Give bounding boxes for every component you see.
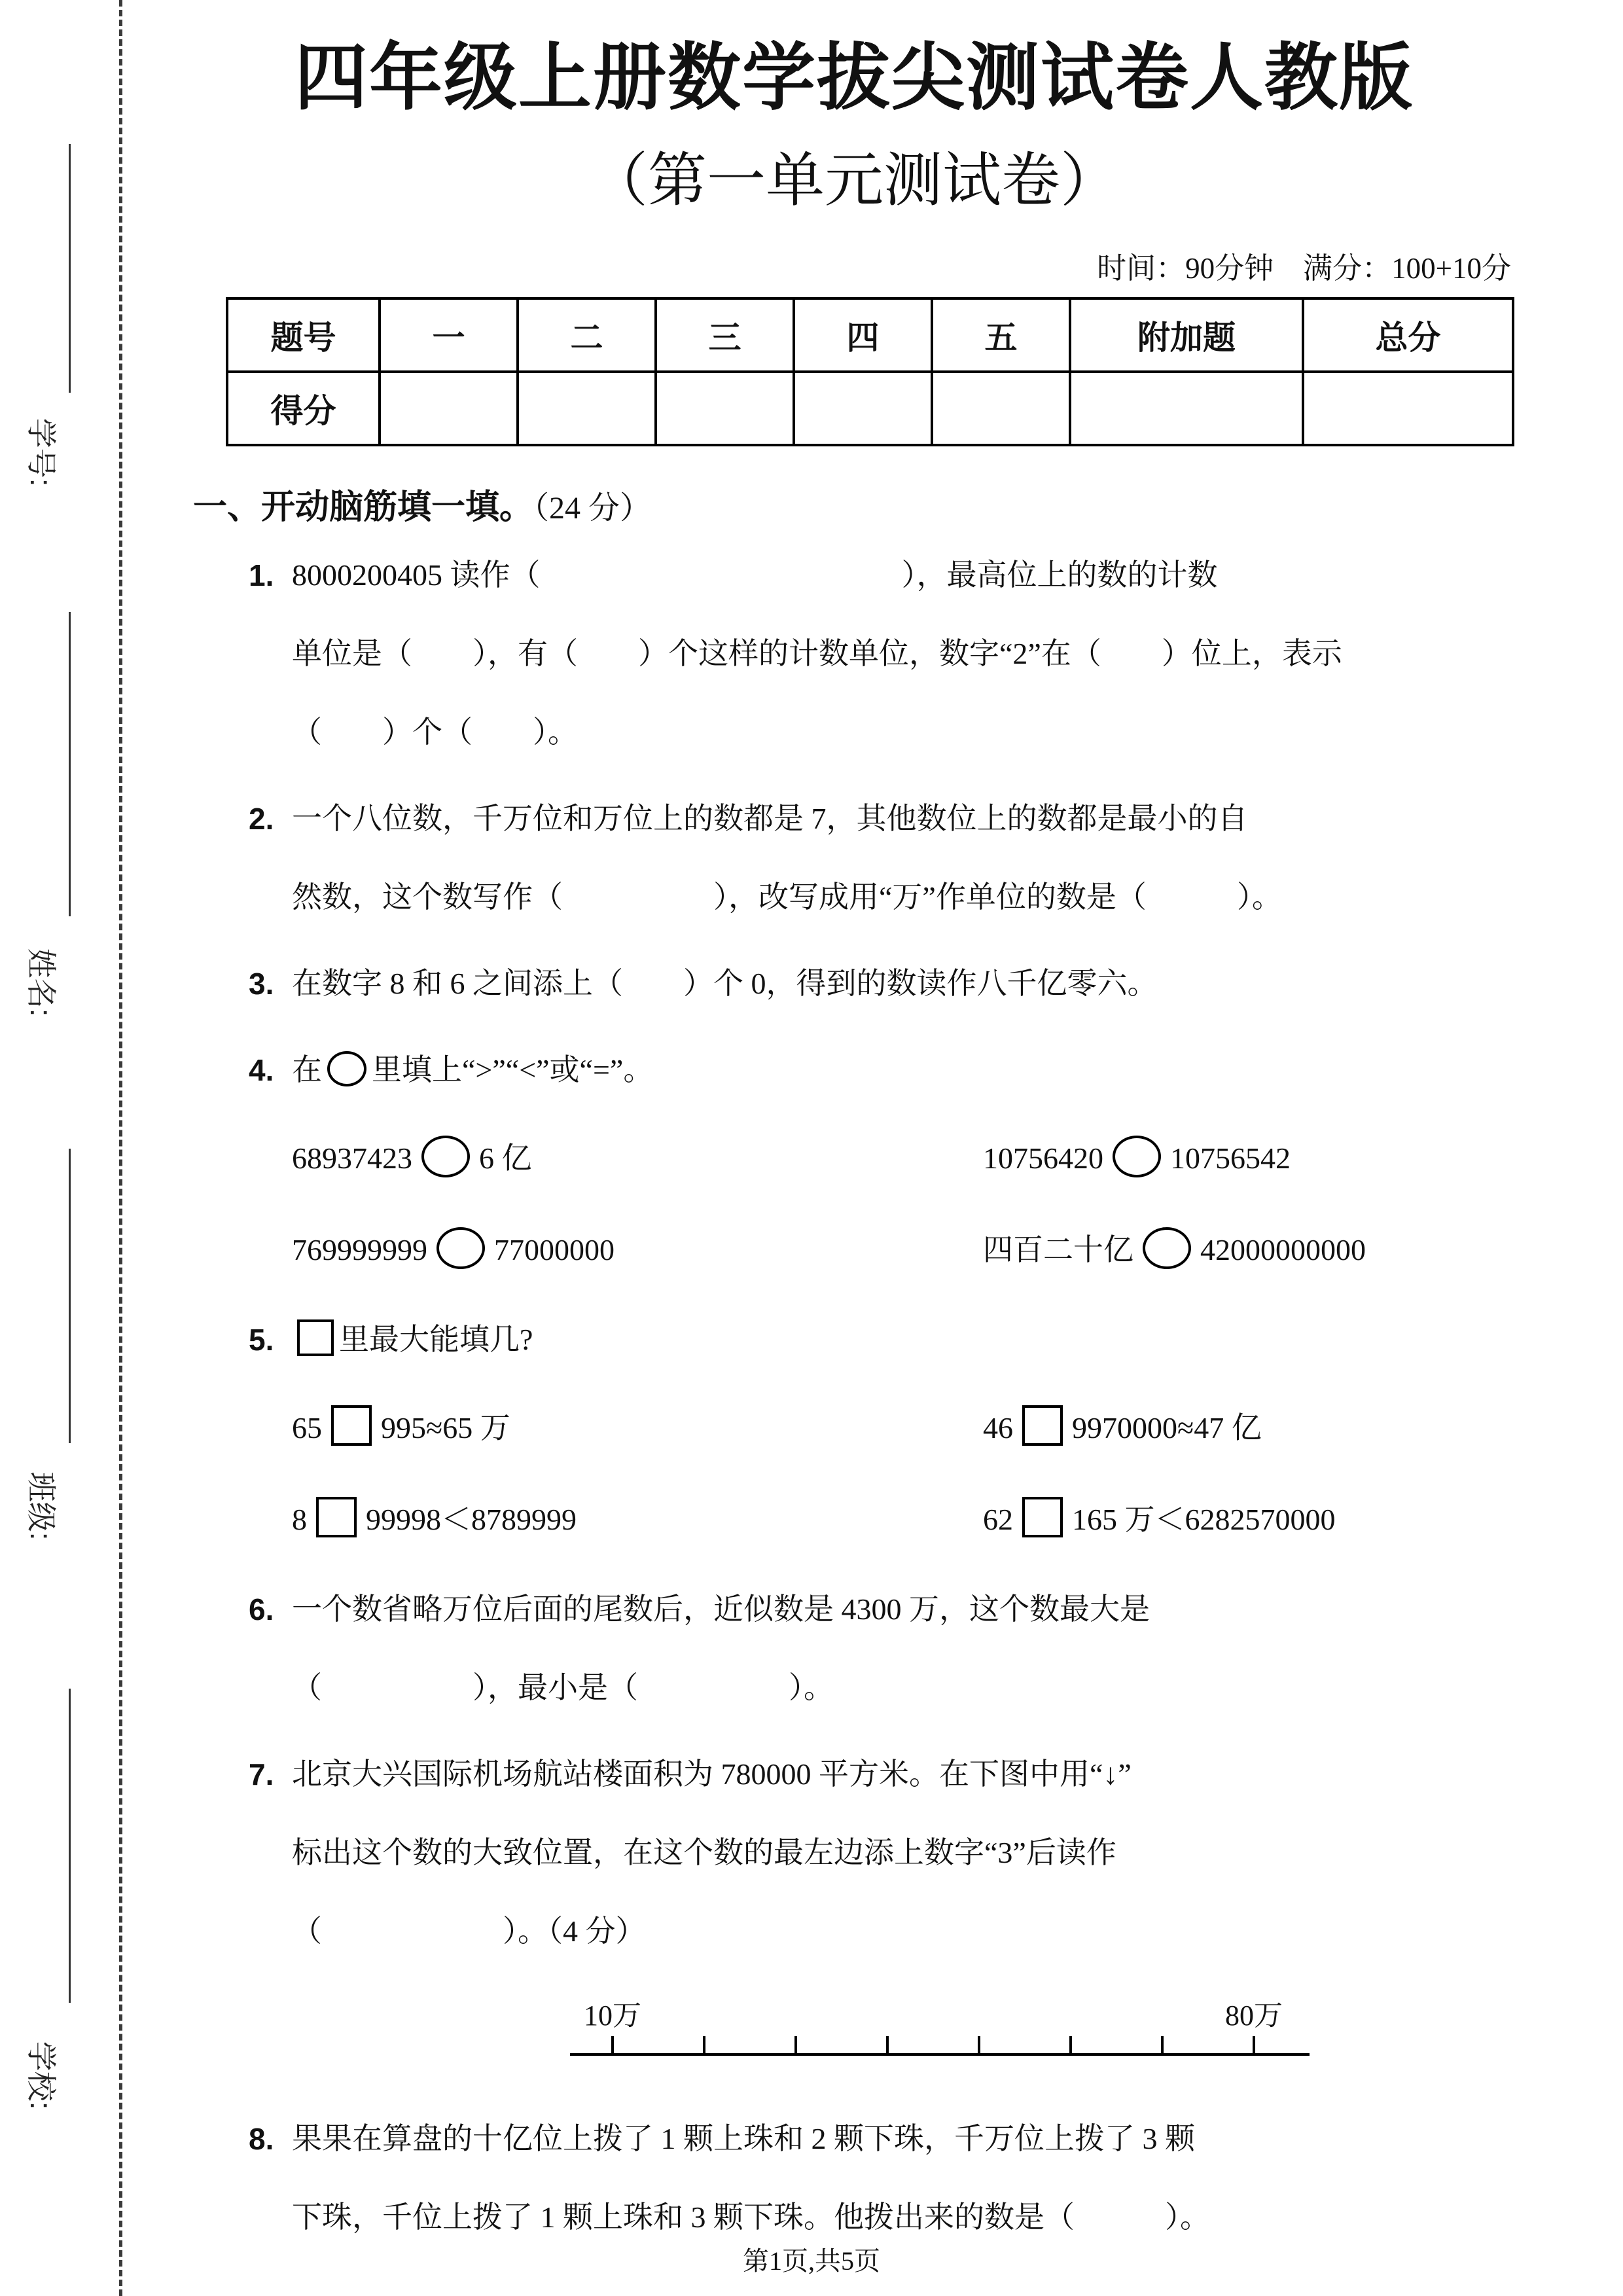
question-3 <box>193 944 1515 1023</box>
score-input-cell[interactable] <box>932 372 1070 445</box>
question-text-line: 标出这个数的大致位置，在这个数的最左边添上数字“3”后读作 <box>292 1836 1116 1869</box>
question-number: 5. <box>249 1323 274 1357</box>
margin-writing-line[interactable] <box>69 612 71 916</box>
comparison-item <box>983 1208 1515 1293</box>
comparison-item <box>983 1116 1515 1201</box>
score-table-header-row <box>227 298 1513 372</box>
margin-writing-line[interactable] <box>69 1689 71 2003</box>
question-2 <box>193 780 1515 937</box>
score-table-label: 题号 <box>227 298 380 372</box>
page-subtitle: （第一单元测试卷） <box>589 149 1119 213</box>
fill-left: 8 <box>292 1503 307 1536</box>
question-text-line: 单位是（ ），有（ ）个这样的计数单位，数字“2”在（ ）位上，表示 <box>292 637 1342 670</box>
question-text-line: 果果在算盘的十亿位上拨了 1 颗上珠和 2 颗下珠，千万位上拨了 3 颗 <box>292 2122 1195 2155</box>
question-intro <box>292 1031 1515 1109</box>
margin-label-class: 班级: <box>24 1471 58 1541</box>
margin-label-student-id: 学号: <box>24 418 58 487</box>
score-table-score-row <box>227 372 1513 445</box>
score-input-cell[interactable] <box>794 372 932 445</box>
q4-row <box>292 1116 1515 1201</box>
score-input-cell[interactable] <box>656 372 794 445</box>
section-heading <box>193 479 1515 528</box>
question-number: 2. <box>249 802 274 836</box>
fill-left: 46 <box>983 1411 1013 1444</box>
q4-row <box>292 1208 1515 1293</box>
fill-right: 995≈65 万 <box>381 1411 510 1444</box>
question-text-line: 然数，这个数写作（ ），改写成用“万”作单位的数是（ ）。 <box>292 880 1282 914</box>
comparison-right: 77000000 <box>494 1233 615 1266</box>
margin-writing-line[interactable] <box>69 144 71 393</box>
page-footer: 第1页,共5页 <box>743 2246 880 2276</box>
score-table-header-cell: 三 <box>656 298 794 372</box>
score-table-header-cell: 一 <box>380 298 518 372</box>
question-body <box>292 944 1515 1023</box>
fill-item <box>292 1386 983 1471</box>
comparison-right: 10756542 <box>1170 1141 1291 1175</box>
score-table-header-cell: 附加题 <box>1070 298 1303 372</box>
question-body <box>292 2100 1515 2257</box>
fill-left: 62 <box>983 1503 1013 1536</box>
comparison-left: 68937423 <box>292 1141 412 1175</box>
comparison-left: 769999999 <box>292 1233 427 1266</box>
fill-item <box>983 1386 1515 1471</box>
question-8 <box>193 2100 1515 2257</box>
exam-meta: 时间：90分钟 满分：100+10分 <box>1097 252 1511 285</box>
score-input-cell[interactable] <box>1303 372 1513 445</box>
fill-left: 65 <box>292 1411 322 1444</box>
question-number: 8. <box>249 2122 274 2156</box>
score-table-header-cell: 四 <box>794 298 932 372</box>
comparison-circle[interactable] <box>421 1136 470 1177</box>
fill-box[interactable] <box>316 1497 357 1537</box>
intro-text: 里最大能填几? <box>339 1323 533 1356</box>
question-text-line: 一个八位数，千万位和万位上的数都是 7，其他数位上的数都是最小的自 <box>292 802 1248 835</box>
fill-box[interactable] <box>1022 1497 1063 1537</box>
question-body <box>292 1735 1515 2092</box>
comparison-right: 6 亿 <box>479 1141 532 1175</box>
intro-text: 在 <box>292 1053 322 1086</box>
score-table-header-cell: 总分 <box>1303 298 1513 372</box>
question-5 <box>193 1300 1515 1562</box>
question-text-line: （ ）。（4 分） <box>292 1914 646 1948</box>
comparison-circle[interactable] <box>1143 1227 1191 1269</box>
question-number: 1. <box>249 558 274 592</box>
question-intro <box>292 1300 1515 1379</box>
fill-circle-icon <box>327 1051 366 1086</box>
comparison-left: 10756420 <box>983 1141 1103 1175</box>
score-table-label: 得分 <box>227 372 380 445</box>
margin-label-school: 学校: <box>24 2041 58 2110</box>
number-line-label-left: 10万 <box>584 2000 641 2032</box>
question-text-line: 8000200405 读作（ ），最高位上的数的计数 <box>292 558 1218 592</box>
number-line-container <box>567 1989 1515 2088</box>
question-number: 4. <box>249 1053 274 1087</box>
section-points: （24 分） <box>533 491 652 526</box>
question-number: 3. <box>249 967 274 1001</box>
fill-item <box>292 1477 983 1562</box>
comparison-item <box>292 1116 983 1201</box>
question-body <box>292 780 1515 937</box>
comparison-circle[interactable] <box>1113 1136 1161 1177</box>
comparison-item <box>292 1208 983 1293</box>
question-1 <box>193 536 1515 772</box>
score-table <box>226 297 1514 446</box>
question-text-line: 在数字 8 和 6 之间添上（ ）个 0，得到的数读作八千亿零六。 <box>292 967 1158 1000</box>
comparison-right: 42000000000 <box>1200 1233 1366 1266</box>
fill-box[interactable] <box>331 1405 372 1446</box>
question-text-line: （ ），最小是（ ）。 <box>292 1671 834 1704</box>
q5-row <box>292 1477 1515 1562</box>
question-text-line: 一个数省略万位后面的尾数后，近似数是 4300 万，这个数最大是 <box>292 1592 1150 1626</box>
score-input-cell[interactable] <box>1070 372 1303 445</box>
margin-label-name: 姓名: <box>24 948 58 1017</box>
score-input-cell[interactable] <box>380 372 518 445</box>
main-content <box>193 33 1515 2257</box>
number-line-label-right: 80万 <box>1225 2000 1283 2032</box>
binding-dashed-line <box>119 0 122 2296</box>
score-table-header-cell: 五 <box>932 298 1070 372</box>
score-table-header-cell: 二 <box>518 298 656 372</box>
fill-right: 9970000≈47 亿 <box>1072 1411 1262 1444</box>
question-number: 7. <box>249 1757 274 1791</box>
fill-box[interactable] <box>1022 1405 1063 1446</box>
question-4 <box>193 1031 1515 1293</box>
question-number: 6. <box>249 1592 274 1626</box>
question-body <box>292 1570 1515 1727</box>
comparison-left: 四百二十亿 <box>983 1233 1133 1266</box>
fill-right: 165 万＜6282570000 <box>1072 1503 1336 1536</box>
question-body <box>292 1031 1515 1293</box>
question-7 <box>193 1735 1515 2092</box>
number-line <box>567 1989 1313 2081</box>
fill-item <box>983 1477 1515 1562</box>
question-6 <box>193 1570 1515 1727</box>
margin-writing-line[interactable] <box>69 1149 71 1443</box>
section-heading-text: 一、开动脑筋填一填。 <box>193 488 534 526</box>
question-text-line: 北京大兴国际机场航站楼面积为 780000 平方米。在下图中用“↓” <box>292 1757 1132 1791</box>
q5-row <box>292 1386 1515 1471</box>
fill-box-icon <box>297 1319 334 1356</box>
score-input-cell[interactable] <box>518 372 656 445</box>
question-body <box>292 1300 1515 1562</box>
question-body <box>292 536 1515 772</box>
question-text-line: 下珠，千位上拨了 1 颗上珠和 3 颗下珠。他拨出来的数是（ ）。 <box>292 2200 1210 2234</box>
page-title: 四年级上册数学拔尖测试卷人教版 <box>294 38 1414 119</box>
intro-text: 里填上“>”“<”或“=”。 <box>372 1053 654 1086</box>
comparison-circle[interactable] <box>437 1227 485 1269</box>
fill-right: 99998＜8789999 <box>366 1503 577 1536</box>
question-text-line: （ ）个（ ）。 <box>292 715 578 749</box>
